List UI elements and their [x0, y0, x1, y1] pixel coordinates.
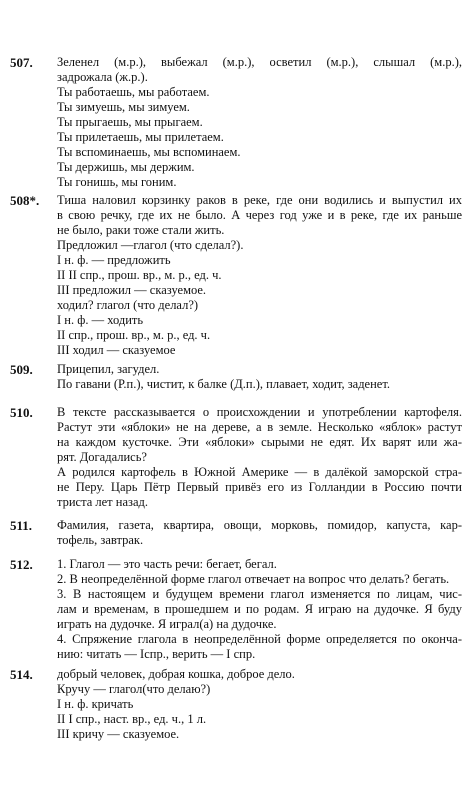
- exercise-body: [57, 667, 462, 742]
- text-line: Предложил —глагол (что сделал?).: [57, 238, 244, 252]
- text-line: Ты прыгаешь, мы прыгаем.: [57, 115, 203, 129]
- exercise-number: 507.: [10, 55, 33, 70]
- text-line: Прицепил, загудел.: [57, 362, 160, 376]
- text-line: В тексте рассказывается о происхождении и употреблении картофеля.: [57, 405, 462, 419]
- text-line: триста лет назад.: [57, 495, 148, 509]
- exercise-body: [57, 557, 462, 662]
- text-line: А родился картофель в Южной Америке — в далёкой заморской стра-: [57, 465, 462, 479]
- text-line: 1. Глагол — это часть речи: бегает, бегал.: [57, 557, 277, 571]
- exercise-number: 510.: [10, 405, 33, 420]
- text-line: не Перу. Царь Пётр Первый привёз его из Голландии в Россию почти: [57, 480, 462, 494]
- text-line: задрожала (ж.р.).: [57, 70, 148, 84]
- text-line: Ты зимуешь, мы зимуем.: [57, 100, 190, 114]
- text-line: I н. ф. — предложить: [57, 253, 171, 267]
- text-line: нию: читать — Iспр., верить — I спр.: [57, 647, 256, 661]
- exercise-body: [57, 193, 462, 358]
- text-line: рят. Догадались?: [57, 450, 147, 464]
- exercise-number: 509.: [10, 362, 33, 377]
- text-line: добрый человек, добрая кошка, доброе дело.: [57, 667, 295, 681]
- text-line: лам и временам, в прошедшем и по родам. Я играю на дудочке. Я буду: [57, 602, 462, 616]
- text-line: Ты гонишь, мы гоним.: [57, 175, 177, 189]
- text-line: 4. Спряжение глагола в неопределённой форме определяется по оконча-: [57, 632, 462, 646]
- exercise-number: 514.: [10, 667, 33, 682]
- text-line: III предложил — сказуемое.: [57, 283, 207, 297]
- text-line: Фамилия, газета, квартира, овощи, морковь, помидор, капуста, кар-: [57, 518, 462, 532]
- exercise-number: 512.: [10, 557, 33, 572]
- text-line: Тиша наловил корзинку раков в реке, где они водились и выпустил их: [57, 193, 462, 207]
- text-line: I н. ф. кричать: [57, 697, 134, 711]
- text-line: I н. ф. — ходить: [57, 313, 144, 327]
- text-line: III ходил — сказуемое: [57, 343, 176, 357]
- text-line: Ты держишь, мы держим.: [57, 160, 195, 174]
- text-line: II II спр., прош. вр., м. р., ед. ч.: [57, 268, 222, 282]
- text-line: в свою речку, где их не было. А через год уже и в реке, где их раньше: [57, 208, 462, 222]
- text-line: II I спр., наст. вр., ед. ч., 1 л.: [57, 712, 207, 726]
- exercise-body: [57, 405, 462, 510]
- text-line: Зеленел (м.р.), выбежал (м.р.), осветил (м.р.), слышал (м.р.),: [57, 55, 462, 69]
- text-line: ходил? глагол (что делал?): [57, 298, 199, 312]
- text-line: Кручу — глагол(что делаю?): [57, 682, 211, 696]
- exercise-number: 511.: [10, 518, 33, 533]
- text-line: Растут эти «яблоки» не на дереве, а в земле. Несколько «яблок» растут: [57, 420, 462, 434]
- text-line: 2. В неопределённой форме глагол отвечает на вопрос что делать? бегать.: [57, 572, 450, 586]
- text-line: II спр., прош. вр., м. р., ед. ч.: [57, 328, 211, 342]
- text-line: на каждом кусточке. Эти «яблоки» сырыми не едят. Их варят или жа-: [57, 435, 462, 449]
- text-line: играть на дудочке. Я играл(а) на дудочке.: [57, 617, 277, 631]
- text-line: Ты работаешь, мы работаем.: [57, 85, 210, 99]
- text-line: III кричу — сказуемое.: [57, 727, 180, 741]
- text-line: 3. В настоящем и будущем времени глагол изменяется по лицам, чис-: [57, 587, 462, 601]
- exercise-number: 508*.: [10, 193, 40, 208]
- exercise-body: [57, 518, 462, 548]
- text-line: Ты вспоминаешь, мы вспоминаем.: [57, 145, 241, 159]
- text-line: не было, раки тоже стали жить.: [57, 223, 225, 237]
- text-line: По гавани (Р.п.), чистит, к балке (Д.п.), плавает, ходит, заденет.: [57, 377, 390, 391]
- text-line: Ты прилетаешь, мы прилетаем.: [57, 130, 224, 144]
- exercise-body: [57, 55, 462, 190]
- exercise-body: [57, 362, 462, 392]
- text-line: тофель, завтрак.: [57, 533, 144, 547]
